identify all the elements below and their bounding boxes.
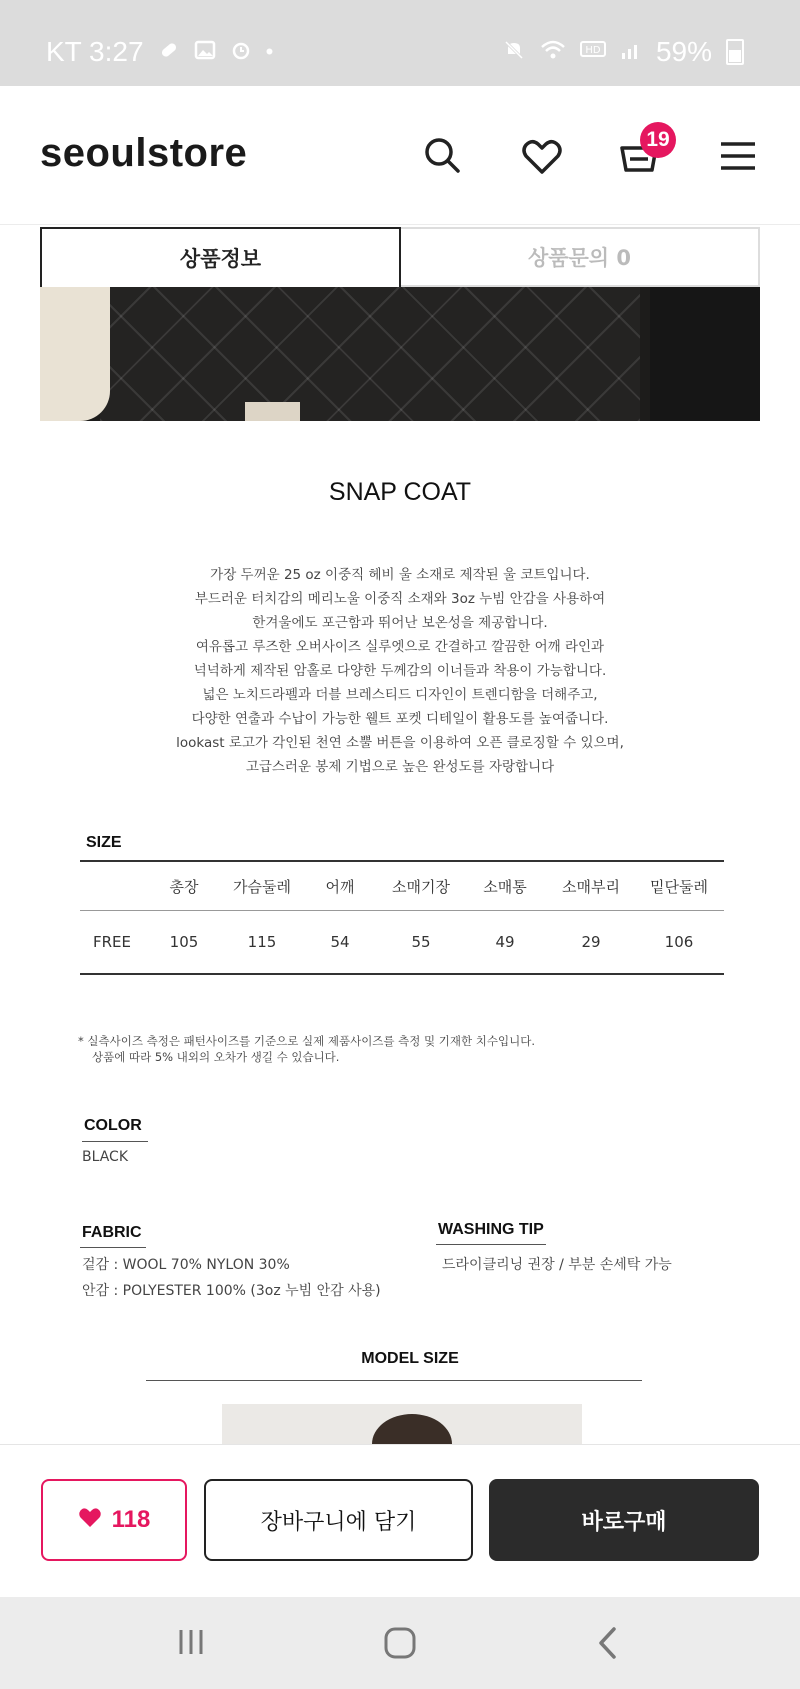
battery-icon <box>726 39 744 65</box>
back-icon[interactable] <box>596 1626 620 1664</box>
seoulstore-logo[interactable]: seoulstore <box>40 131 248 175</box>
fabric-lining: 안감 : POLYESTER 100% (3oz 누빔 안감 사용) <box>82 1283 381 1299</box>
menu-icon[interactable] <box>716 134 760 178</box>
size-table <box>80 860 724 975</box>
buy-now-button[interactable]: 바로구매 <box>489 1479 759 1561</box>
description-line: 고급스러운 봉제 기법으로 높은 완성도를 자랑합니다 <box>245 759 555 775</box>
like-button[interactable] <box>41 1479 187 1561</box>
system-nav-bar <box>0 1597 800 1689</box>
dot-icon: • <box>265 39 274 64</box>
size-cell: 55 <box>411 933 431 951</box>
product-tabs <box>40 227 760 287</box>
carrier-time: KT 3:27 <box>46 36 144 67</box>
size-col-header: 총장 <box>169 877 199 896</box>
description-line: 한겨울에도 포근함과 뛰어난 보온성을 제공합니다. <box>252 615 548 631</box>
model-size-label: MODEL SIZE <box>361 1350 459 1367</box>
heart-filled-icon <box>78 1506 102 1535</box>
description-line: 넓은 노치드라펠과 더블 브레스티드 디자인이 트렌디함을 더해주고, <box>202 687 598 703</box>
tab-product-info[interactable]: 상품정보 <box>40 227 401 287</box>
hd-icon <box>580 39 606 65</box>
image-icon <box>194 39 216 65</box>
description-line: 넉넉하게 제작된 암홀로 다양한 두께감의 이너들과 착용이 가능합니다. <box>193 663 607 679</box>
tab-product-inquiry[interactable]: 상품문의 0 <box>401 227 760 287</box>
description-line: 다양한 연출과 수납이 가능한 웰트 포켓 디테일이 활용도를 높여줍니다. <box>191 711 609 727</box>
size-col-header: 소매통 <box>483 877 527 896</box>
washing-value: 드라이클리닝 권장 / 부분 손세탁 가능 <box>442 1257 672 1273</box>
mute-icon <box>502 38 526 66</box>
washing-label: WASHING TIP <box>438 1221 544 1238</box>
divider <box>436 1244 546 1245</box>
purchase-action-bar <box>0 1444 800 1597</box>
description-line: 부드러운 터치감의 메리노울 이중직 소재와 3oz 누빔 안감을 사용하여 <box>194 591 606 607</box>
signal-icon <box>620 39 642 65</box>
status-bar <box>0 0 800 86</box>
divider <box>82 1141 148 1142</box>
size-col-header: 밑단둘레 <box>650 877 708 896</box>
size-table-header <box>80 862 724 911</box>
size-note-line: * 실측사이즈 측정은 패턴사이즈를 기준으로 실제 제품사이즈를 측정 및 기재한 치수입니다. <box>78 1034 535 1048</box>
add-to-cart-button[interactable]: 장바구니에 담기 <box>204 1479 473 1561</box>
color-value: BLACK <box>82 1149 129 1165</box>
size-cell: 105 <box>169 933 199 951</box>
size-col-header: 어깨 <box>325 877 355 896</box>
wifi-icon <box>540 39 566 65</box>
size-col-header: 소매기장 <box>392 877 450 896</box>
like-count: 118 <box>111 1506 151 1533</box>
svg-text:HD: HD <box>585 45 601 56</box>
size-cell: 106 <box>664 933 694 951</box>
product-title: SNAP COAT <box>328 478 472 506</box>
description-line: lookast 로고가 각인된 천연 소뿔 버튼을 이용하여 오픈 클로징할 수 있으며, <box>176 735 624 751</box>
color-label: COLOR <box>84 1117 142 1134</box>
recent-apps-icon[interactable] <box>176 1627 206 1661</box>
size-note <box>78 1033 535 1065</box>
divider <box>146 1380 642 1381</box>
product-description <box>0 563 800 779</box>
alarm-icon <box>230 39 252 65</box>
size-cell: 115 <box>247 933 277 951</box>
heart-icon[interactable] <box>520 134 564 178</box>
size-col-header: 소매부리 <box>562 877 620 896</box>
divider <box>80 1247 146 1248</box>
battery-text: 59% <box>655 36 712 67</box>
size-cell: 54 <box>330 933 350 951</box>
home-icon[interactable] <box>383 1627 417 1663</box>
fabric-label: FABRIC <box>82 1224 142 1241</box>
bandage-icon <box>158 39 180 65</box>
size-col-header: 가슴둘레 <box>233 877 291 896</box>
product-detail-image <box>40 287 760 421</box>
table-row <box>80 911 724 973</box>
cart-count-badge: 19 <box>640 122 676 158</box>
model-image <box>222 1404 582 1444</box>
description-line: 가장 두꺼운 25 oz 이중직 헤비 울 소재로 제작된 울 코트입니다. <box>210 567 590 583</box>
size-label: SIZE <box>86 834 122 851</box>
size-note-line: 상품에 따라 5% 내외의 오차가 생길 수 있습니다. <box>92 1050 340 1064</box>
size-cell: FREE <box>92 933 131 951</box>
search-icon[interactable] <box>420 134 464 178</box>
fabric-outer: 겉감 : WOOL 70% NYLON 30% <box>82 1257 290 1273</box>
size-cell: 49 <box>495 933 515 951</box>
description-line: 여유롭고 루즈한 오버사이즈 실루엣으로 간결하고 깔끔한 어깨 라인과 <box>195 639 605 655</box>
app-header <box>0 86 800 225</box>
size-cell: 29 <box>581 933 601 951</box>
